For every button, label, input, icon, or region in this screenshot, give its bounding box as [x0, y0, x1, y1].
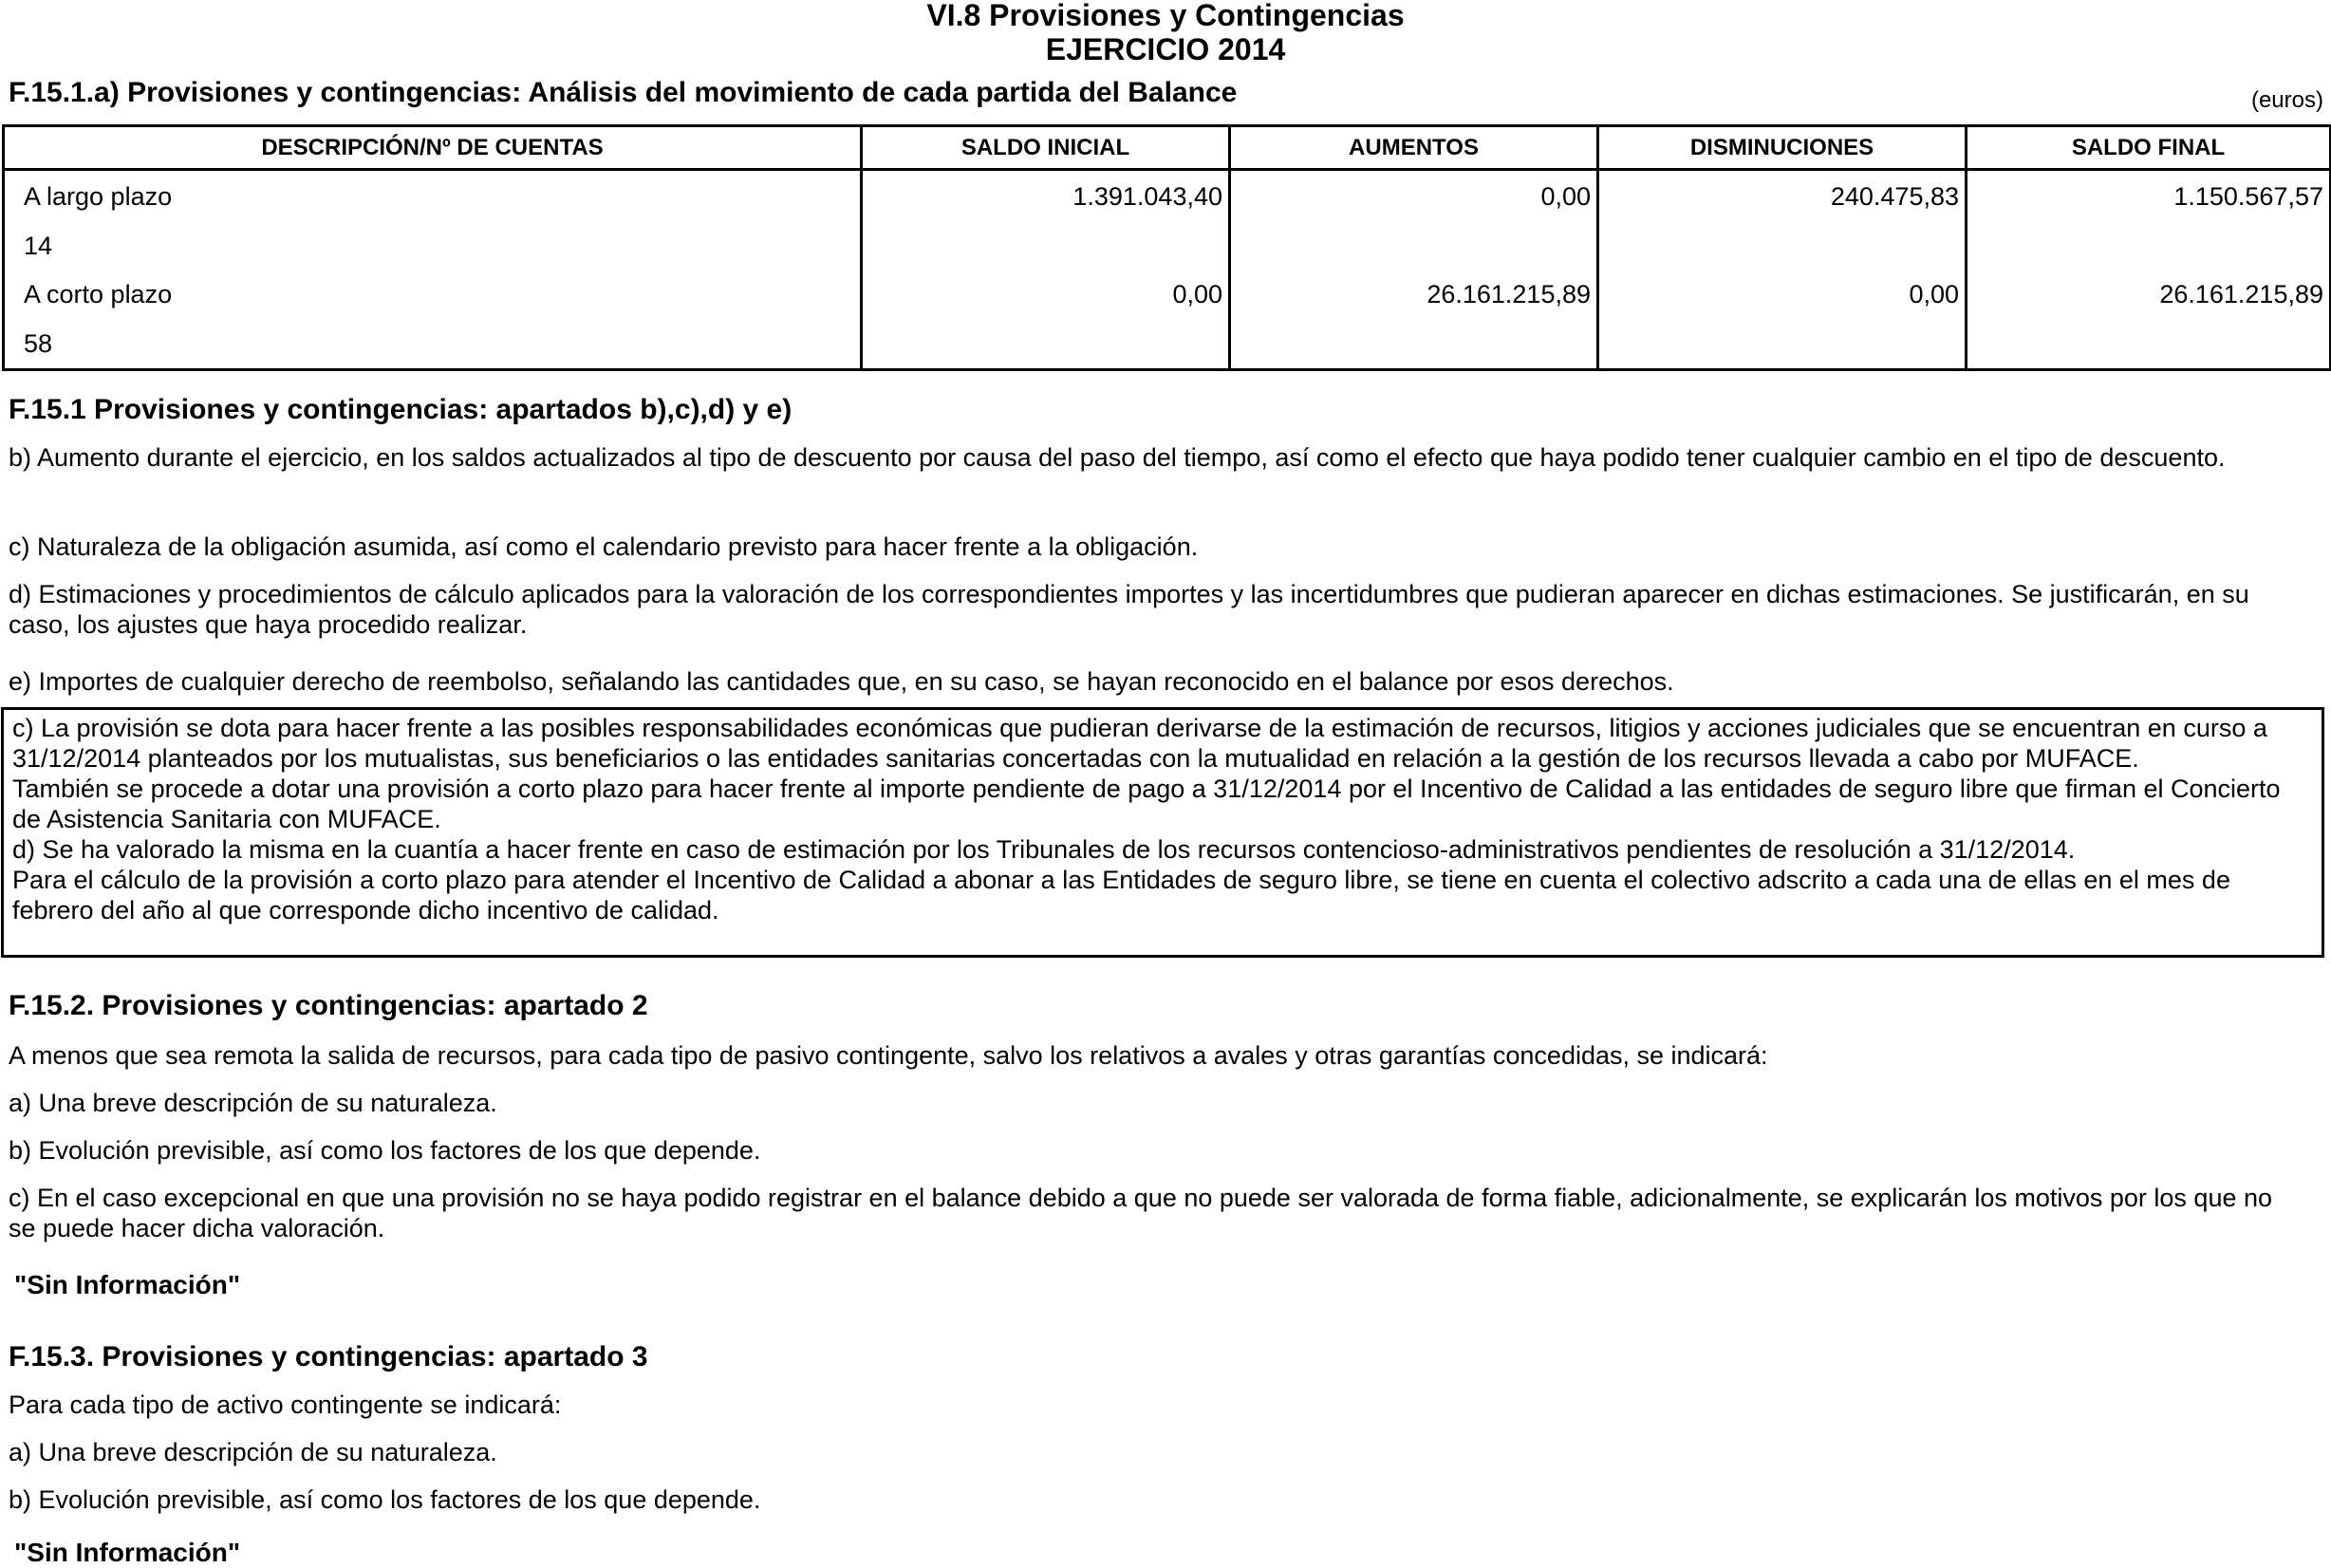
table-row — [4, 319, 2331, 370]
cell-saldo-inicial — [862, 319, 1230, 370]
cell-account-number: 14 — [4, 222, 862, 271]
cell-saldo-final — [1967, 222, 2331, 271]
paragraph-item-e: e) Importes de cualquier derecho de reembolso, señalando las cantidades que, en su caso, se hayan reconocido en el balance por esos derechos. — [9, 667, 1674, 696]
answer-paragraph: También se procede a dotar una provisión a corto plazo para hacer frente al importe pendiente de pago a 31/12/2014 por el Incentivo de Calidad a las entidades de seguro libre que firman el Concierto de Asistencia Sanitaria con MUFACE. — [12, 775, 2281, 833]
table-header-row — [4, 126, 2331, 170]
cell-disminuciones — [1598, 319, 1967, 370]
page-subtitle: EJERCICIO 2014 — [1045, 32, 1286, 66]
column-header-description: DESCRIPCIÓN/Nº DE CUENTAS — [4, 126, 862, 170]
section-1a-title: F.15.1.a) Provisiones y contingencias: Análisis del movimiento de cada partida del Balance — [9, 77, 1238, 108]
section-3-intro: Para cada tipo de activo contingente se indicará: — [9, 1391, 562, 1419]
cell-aumentos: 0,00 — [1230, 170, 1598, 223]
section-3-title: F.15.3. Provisiones y contingencias: apartado 3 — [9, 1341, 648, 1372]
cell-aumentos — [1230, 319, 1598, 370]
column-header-aumentos: AUMENTOS — [1230, 126, 1598, 170]
section-1bcde-title: F.15.1 Provisiones y contingencias: apartados b),c),d) y e) — [9, 394, 793, 425]
cell-saldo-inicial — [862, 222, 1230, 271]
table-row — [4, 170, 2331, 223]
column-header-saldo-inicial: SALDO INICIAL — [862, 126, 1230, 170]
movement-table — [2, 124, 2331, 371]
section-2-item-a: a) Una breve descripción de su naturaleza. — [9, 1089, 497, 1117]
section-2-title: F.15.2. Provisiones y contingencias: apartado 2 — [9, 990, 648, 1021]
cell-saldo-inicial: 1.391.043,40 — [862, 170, 1230, 223]
answer-paragraph: Para el cálculo de la provisión a corto plazo para atender el Incentivo de Calidad a abonar a las Entidades de seguro libre, se tiene en cuenta el colectivo adscrito a cada una de ellas en el mes de febrero del año al que corresponde dicho incentivo de calidad. — [12, 866, 2230, 924]
section-2-item-c: c) En el caso excepcional en que una provisión no se haya podido registrar en el balance debido a que no puede ser valorada de forma fiable, adicionalmente, se explicarán los motivos por los que no se puede hacer dicha valoración. — [9, 1184, 2273, 1242]
cell-disminuciones — [1598, 222, 1967, 271]
paragraph-item-d: d) Estimaciones y procedimientos de cálculo aplicados para la valoración de los correspondientes importes y las incertidumbres que pudieran aparecer en dichas estimaciones. Se justificarán, en su caso, los ajustes que haya procedido realizar. — [9, 580, 2249, 639]
section-3-answer: "Sin Información" — [14, 1538, 241, 1567]
column-header-disminuciones: DISMINUCIONES — [1598, 126, 1967, 170]
unit-label: (euros) — [2250, 87, 2323, 113]
cell-description: A largo plazo — [4, 170, 862, 223]
answer-paragraph: c) La provisión se dota para hacer frente a las posibles responsabilidades económicas que pudieran derivarse de la estimación de recursos, litigios y acciones judiciales que se encuentran en curso a 31/12/2014 planteados por los mutualistas, sus beneficiarios o las entidades sanitarias concertadas con la mutualidad en relación a la gestión de los recursos llevada a cabo por MUFACE. — [12, 714, 2267, 773]
cell-saldo-final — [1967, 319, 2331, 370]
paragraph-item-c: c) Naturaleza de la obligación asumida, así como el calendario previsto para hacer frente a la obligación. — [9, 532, 1199, 561]
table-row — [4, 271, 2331, 319]
cell-account-number: 58 — [4, 319, 862, 370]
cell-aumentos: 26.161.215,89 — [1230, 271, 1598, 319]
cell-description: A corto plazo — [4, 271, 862, 319]
section-2-item-b: b) Evolución previsible, así como los factores de los que depende. — [9, 1136, 761, 1165]
section-2-answer: "Sin Información" — [14, 1270, 241, 1299]
table-row — [4, 222, 2331, 271]
cell-disminuciones: 0,00 — [1598, 271, 1967, 319]
cell-disminuciones: 240.475,83 — [1598, 170, 1967, 223]
cell-saldo-final: 26.161.215,89 — [1967, 271, 2331, 319]
cell-saldo-final: 1.150.567,57 — [1967, 170, 2331, 223]
answer-textbox — [1, 707, 2324, 958]
section-3-item-b: b) Evolución previsible, así como los factores de los que depende. — [9, 1485, 761, 1514]
section-2-intro: A menos que sea remota la salida de recursos, para cada tipo de pasivo contingente, salvo los relativos a avales y otras garantías concedidas, se indicará: — [9, 1041, 1768, 1070]
page-title: VI.8 Provisiones y Contingencias — [926, 0, 1405, 32]
column-header-saldo-final: SALDO FINAL — [1967, 126, 2331, 170]
cell-saldo-inicial: 0,00 — [862, 271, 1230, 319]
paragraph-item-b: b) Aumento durante el ejercicio, en los saldos actualizados al tipo de descuento por causa del paso del tiempo, así como el efecto que haya podido tener cualquier cambio en el tipo de descuento. — [9, 443, 2226, 472]
section-3-item-a: a) Una breve descripción de su naturaleza. — [9, 1438, 497, 1466]
cell-aumentos — [1230, 222, 1598, 271]
answer-paragraph: d) Se ha valorado la misma en la cuantía a hacer frente en caso de estimación por los Tribunales de los recursos contencioso-administrativos pendientes de resolución a 31/12/2014. — [12, 835, 2076, 864]
